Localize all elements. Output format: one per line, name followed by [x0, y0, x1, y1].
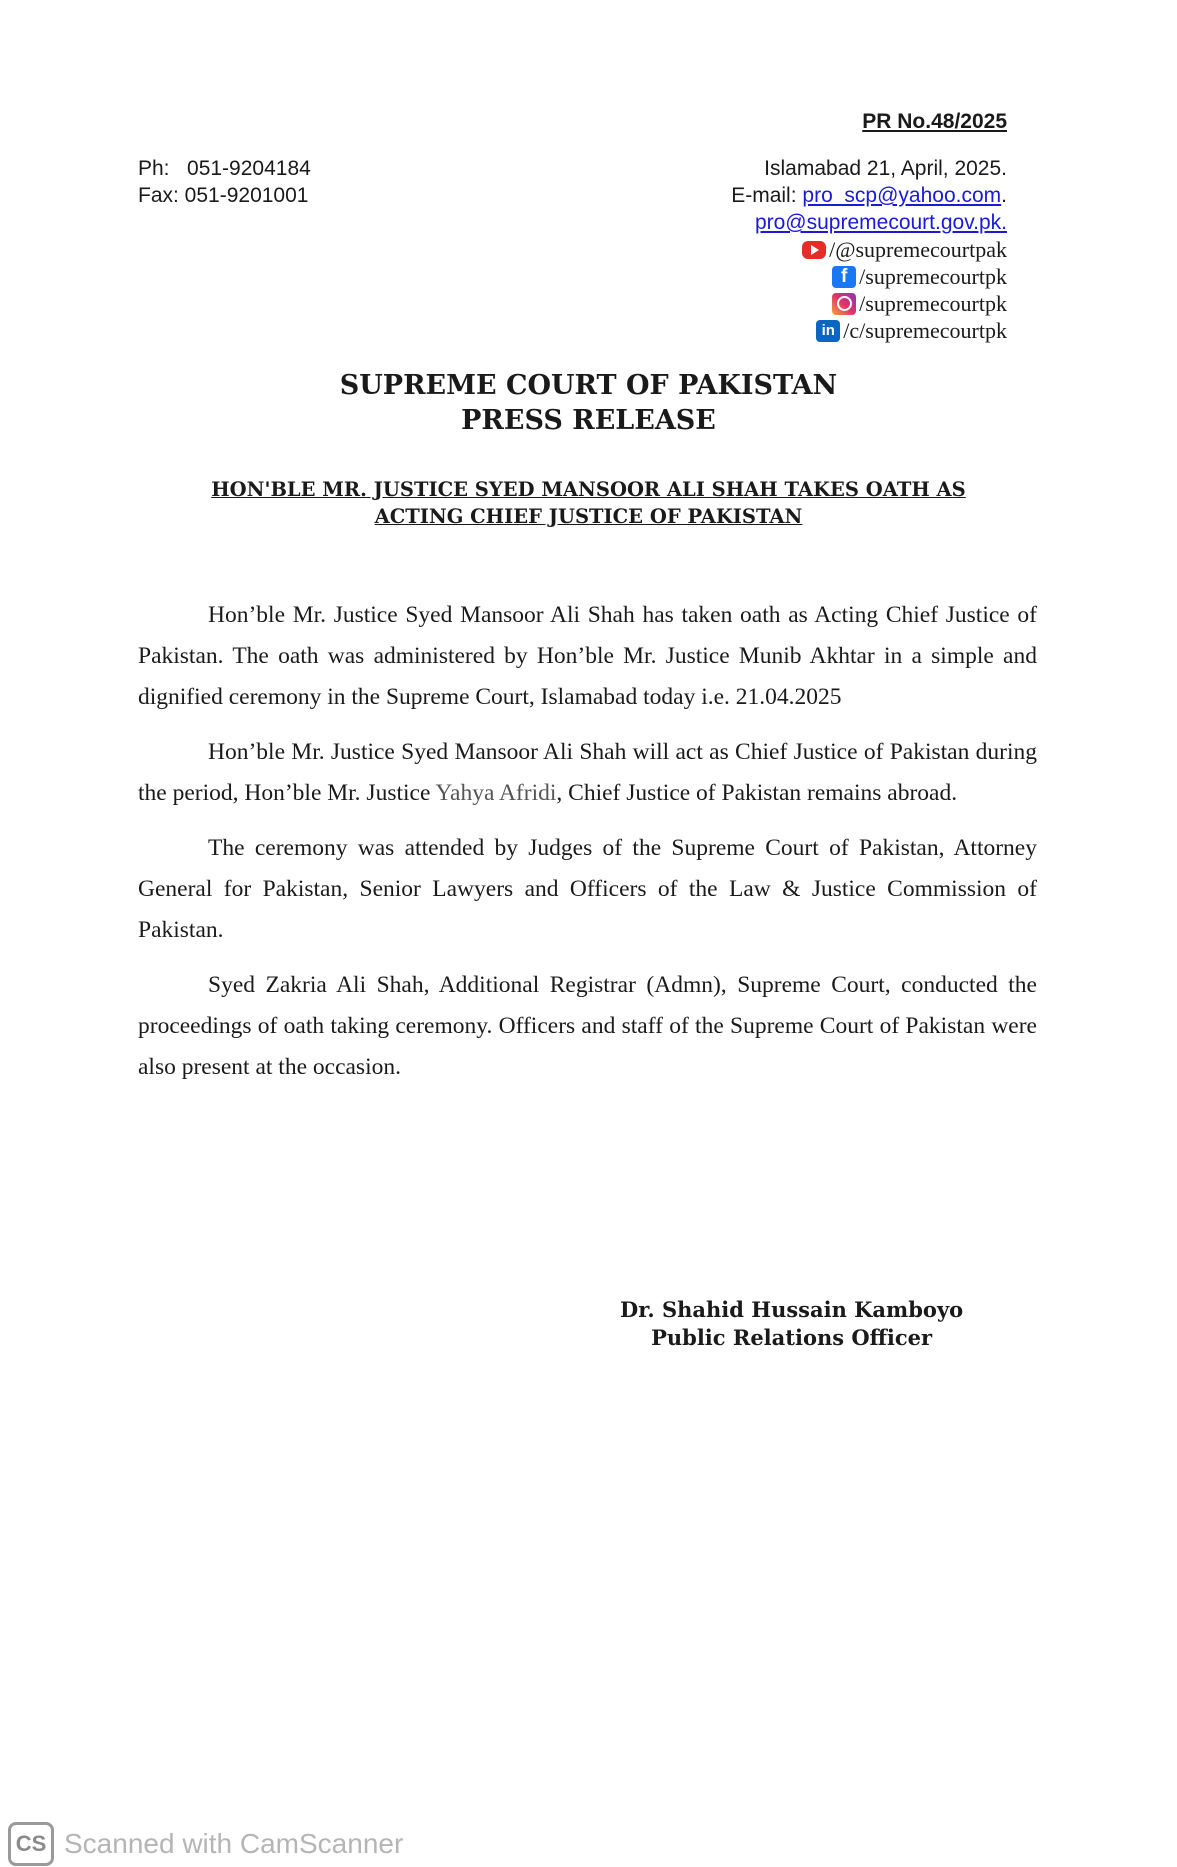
social-instagram[interactable] — [731, 290, 1007, 317]
press-release-body — [138, 595, 1037, 1102]
paragraph-1: Hon’ble Mr. Justice Syed Mansoor Ali Shah has taken oath as Acting Chief Justice of Pakistan. The oath was administered by Hon’ble Mr. Justice Munib Akhtar in a simple and dignified ceremony in the Supreme Court, Islamabad today i.e. 21.04.2025 — [138, 602, 1037, 710]
email-line — [731, 182, 1007, 209]
chief-justice-name: Yahya Afridi — [435, 780, 557, 806]
email-link-yahoo[interactable]: pro_scp@yahoo.com — [802, 184, 1002, 207]
email-line-2 — [731, 209, 1007, 236]
press-release-headline — [0, 476, 1177, 530]
contact-phone-fax — [138, 155, 311, 209]
fax-number: Fax: 051-9201001 — [138, 184, 309, 207]
camscanner-logo-icon: CS — [8, 1822, 54, 1866]
signatory-designation: Public Relations Officer — [651, 1325, 933, 1350]
paragraph-2-part-b: , Chief Justice of Pakistan remains abroad. — [556, 780, 958, 806]
facebook-icon: f — [832, 266, 856, 288]
email-label: E-mail: — [731, 184, 803, 207]
youtube-icon — [802, 241, 826, 259]
linkedin-icon: in — [816, 320, 840, 342]
instagram-icon — [832, 293, 856, 315]
youtube-handle: /@supremecourtpak — [829, 237, 1007, 262]
facebook-handle: /supremecourtpk — [859, 264, 1007, 289]
paragraph-2 — [138, 732, 1037, 814]
phone-number: Ph: 051-9204184 — [138, 157, 311, 180]
signature-block — [620, 1296, 963, 1352]
camscanner-watermark — [8, 1822, 403, 1866]
title-line-1: SUPREME COURT OF PAKISTAN — [339, 370, 838, 401]
social-youtube[interactable] — [731, 236, 1007, 263]
email-suffix: . — [1001, 184, 1007, 207]
social-linkedin[interactable] — [731, 317, 1007, 344]
email-link-supremecourt[interactable]: pro@supremecourt.gov.pk. — [754, 211, 1007, 234]
headline-line-1: HON'BLE MR. JUSTICE SYED MANSOOR ALI SHAH TAKES OATH AS — [211, 478, 966, 501]
linkedin-handle: /c/supremecourtpk — [843, 318, 1007, 343]
press-release-number: PR No.48/2025 — [862, 110, 1007, 133]
paragraph-2-part-a: Hon’ble Mr. Justice Syed Mansoor Ali Shah will act as Chief Justice of Pakistan during the period, Hon’ble Mr. Justice — [138, 739, 1037, 806]
social-facebook[interactable] — [731, 263, 1007, 290]
signatory-name: Dr. Shahid Hussain Kamboyo — [620, 1297, 964, 1322]
paragraph-3: The ceremony was attended by Judges of the Supreme Court of Pakistan, Attorney General for Pakistan, Senior Lawyers and Officers of the Law & Justice Commission of Pakistan. — [138, 835, 1037, 943]
watermark-text: Scanned with CamScanner — [64, 1828, 404, 1859]
document-title — [0, 368, 1177, 438]
headline-line-2: ACTING CHIEF JUSTICE OF PAKISTAN — [374, 505, 803, 528]
place-date: Islamabad 21, April, 2025. — [764, 157, 1007, 180]
paragraph-4: Syed Zakria Ali Shah, Additional Registrar (Admn), Supreme Court, conducted the proceedings of oath taking ceremony. Officers and staff of the Supreme Court of Pakistan were also present at the occasion. — [138, 972, 1037, 1080]
instagram-handle: /supremecourtpk — [859, 291, 1007, 316]
title-line-2: PRESS RELEASE — [461, 405, 716, 436]
contact-details — [731, 155, 1007, 344]
